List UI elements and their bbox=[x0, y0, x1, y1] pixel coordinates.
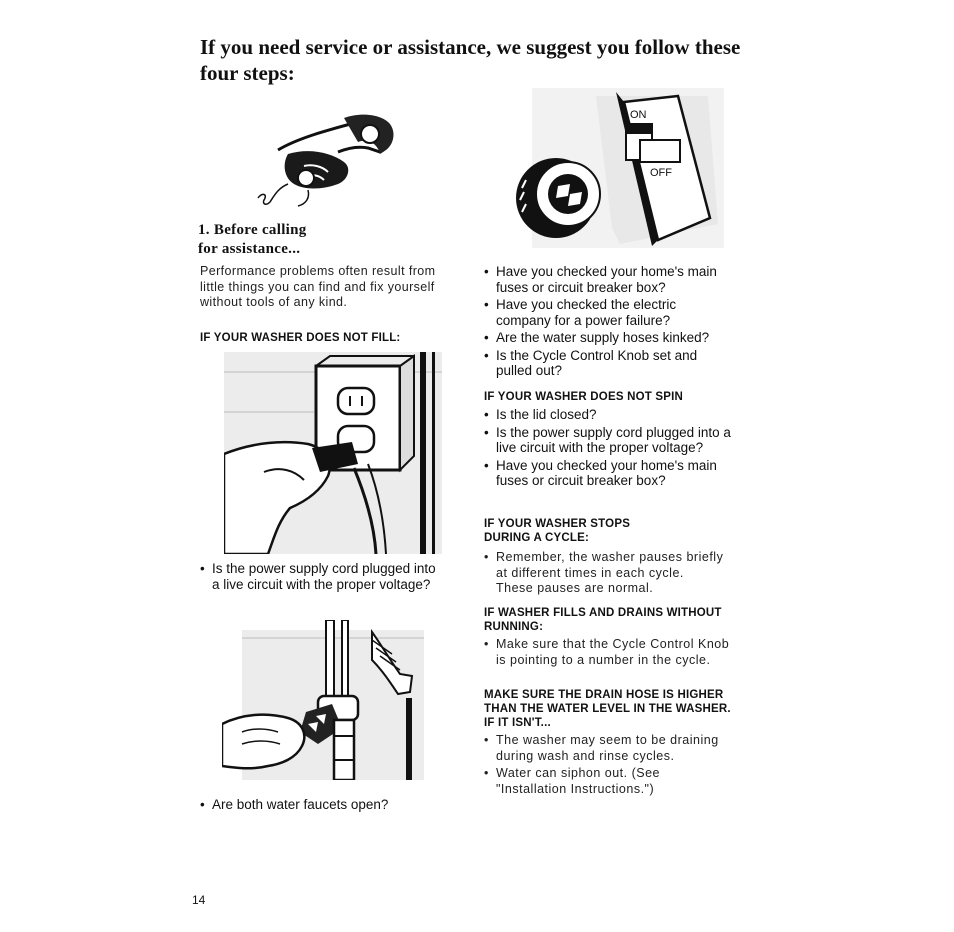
breaker-on-label: ON bbox=[630, 109, 647, 121]
breaker-off-label: OFF bbox=[650, 167, 672, 179]
list-item: • Remember, the washer pauses briefly at different times in each cycle. These pauses are normal. bbox=[484, 550, 724, 597]
stops-list bbox=[484, 550, 724, 599]
section-number: 1. bbox=[198, 222, 210, 238]
not-spin-list bbox=[484, 407, 734, 491]
list-item: • Have you checked your home's main fuses or circuit breaker box? bbox=[484, 458, 734, 489]
not-fill-list bbox=[200, 561, 445, 594]
fills-drains-heading: IF WASHER FILLS AND DRAINS WITHOUT RUNNING: bbox=[484, 607, 722, 633]
page-number: 14 bbox=[192, 893, 206, 907]
list-item: • Are the water supply hoses kinked? bbox=[484, 330, 734, 346]
list-item: • Is the lid closed? bbox=[484, 407, 734, 423]
drain-hose-heading: MAKE SURE THE DRAIN HOSE IS HIGHER THAN THE WATER LEVEL IN THE WASHER. IF IT ISN'T... bbox=[484, 689, 731, 729]
list-item: • Make sure that the Cycle Control Knob is pointing to a number in the cycle. bbox=[484, 637, 734, 668]
page-headline: If you need service or assistance, we suggest you follow these four steps: bbox=[200, 35, 741, 85]
phone-icon bbox=[248, 108, 398, 216]
list-item: • Are both water faucets open? bbox=[200, 797, 445, 813]
outlet-plug-icon bbox=[224, 352, 442, 554]
faucet-list bbox=[200, 797, 445, 815]
not-fill-heading: IF YOUR WASHER DOES NOT FILL: bbox=[200, 332, 401, 344]
breaker-switch-icon bbox=[512, 88, 724, 248]
faucet-icon bbox=[222, 620, 424, 780]
list-item: • Water can siphon out. (See "Installation Instructions.") bbox=[484, 766, 724, 797]
list-item: • Is the Cycle Control Knob set and pulled out? bbox=[484, 348, 734, 379]
not-spin-heading: IF YOUR WASHER DOES NOT SPIN bbox=[484, 391, 683, 403]
fills-drains-list bbox=[484, 637, 734, 670]
list-item: • Is the power supply cord plugged into a live circuit with the proper voltage? bbox=[200, 561, 445, 592]
list-item: • Have you checked the electric company for a power failure? bbox=[484, 297, 734, 328]
fill-checklist bbox=[484, 264, 734, 381]
section-title bbox=[198, 221, 448, 259]
section-title-line1: 1. Before calling bbox=[198, 222, 307, 238]
intro-paragraph: Performance problems often result from little things you can find and fix yourself without tools of any kind. bbox=[200, 264, 436, 309]
stops-heading: IF YOUR WASHER STOPS DURING A CYCLE: bbox=[484, 518, 631, 544]
section-title-line2: for assistance... bbox=[198, 241, 301, 257]
list-item: • Is the power supply cord plugged into a live circuit with the proper voltage? bbox=[484, 425, 734, 456]
list-item: • Have you checked your home's main fuses or circuit breaker box? bbox=[484, 264, 734, 295]
drain-hose-list bbox=[484, 733, 724, 799]
list-item: • The washer may seem to be draining during wash and rinse cycles. bbox=[484, 733, 724, 764]
